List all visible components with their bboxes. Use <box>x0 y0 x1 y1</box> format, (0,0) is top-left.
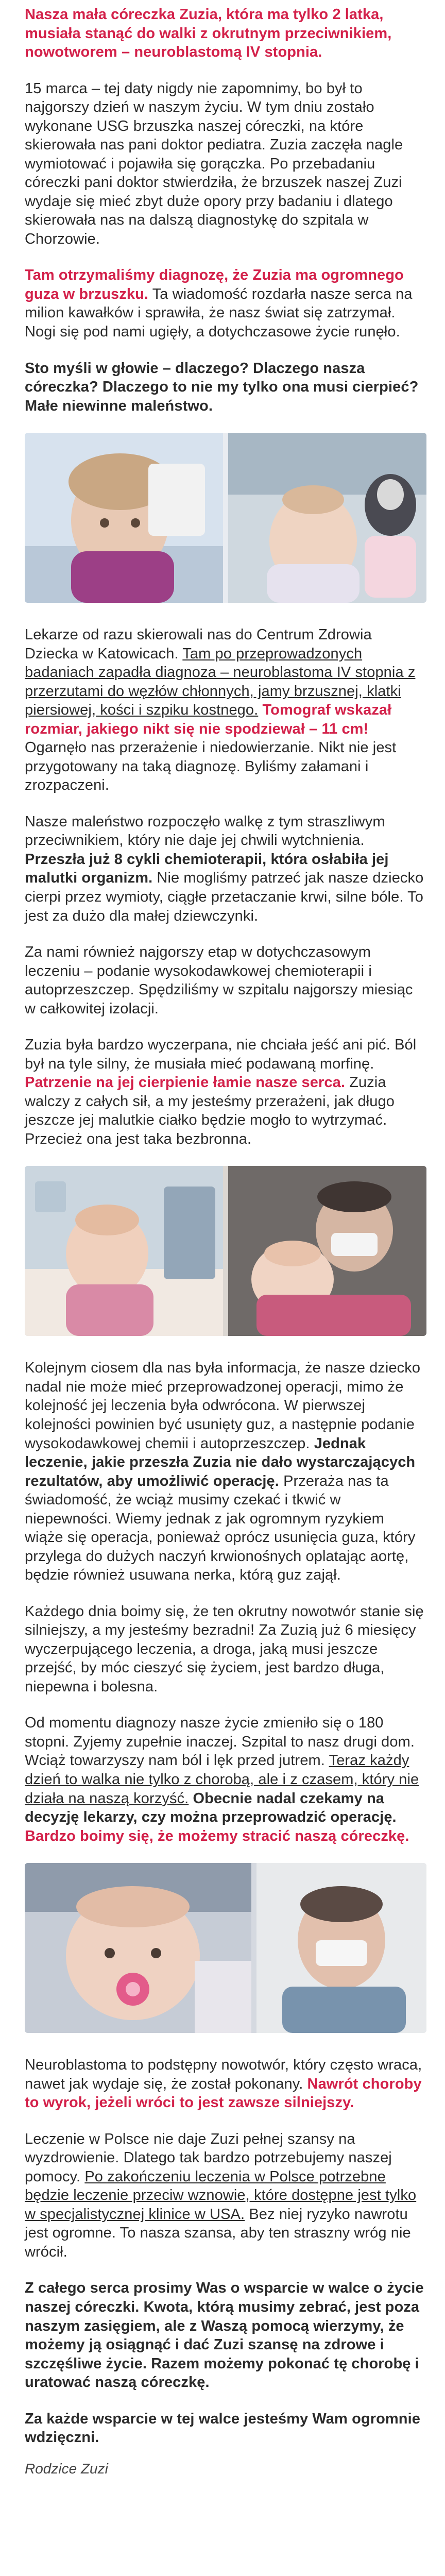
usa-text: Leczenie w Polsce nie daje Zuzi pełnej szansy na wyzdrowienie. Dlatego tak bardzo potrzebujemy naszej pomocy. <box>25 2130 392 2185</box>
operation-highlight: Jednak leczenie, jakie przeszła Zuzia nie dało wystarczających rezultatów, aby umożliwić operację. <box>25 1435 416 1489</box>
usa-text-end: Bez niej ryzyko nawrotu jest ogromne. To nasza szansa, aby ten straszny wróg nie wrócił. <box>25 2206 411 2260</box>
fundraiser-story-page <box>0 5 445 2498</box>
paragraph-diagnosis-day: 15 marca – tej daty nigdy nie zapomnimy, bo był to najgorszy dzień w naszym życiu. W tym dniu zostało wykonane USG brzuszka naszej córeczki, na które skierowała nas pani doktor pediatra. Zuzia zaczęła nagle wymiotować i pojawiła się gorączka. Po przebadaniu córeczki pani doktor stwierdziła, że brzuszek naszej Zuzi wydaje się mieć zbyt duże opory przy badaniu i dlatego skierowała nas na dalszą diagnostykę do szpitala w Chorzowie. <box>25 80 403 247</box>
questions-text: Sto myśli w głowie – dlaczego? Dlaczego nasza córeczka? Dlaczego to nie my tylko ona musi cierpieć? Małe niewinne maleństwo. <box>25 360 419 414</box>
paragraph-pain <box>25 1036 426 1148</box>
paragraph-life-changed <box>25 1714 426 1845</box>
photo-zuzia-hospital-2 <box>25 1166 426 1336</box>
neuroblastoma-text: Neuroblastoma to podstępny nowotwór, który często wraca, nawet jak wydaje się, że został pokonany. <box>25 2057 422 2092</box>
pain-text-end: Zuzia walczy z całych sił, a my jesteśmy przerażeni, jak długo jeszcze jej malutkie ciałko będzie mogło to wytrzymać. Przecież ona jest taka bezbronna. <box>25 1074 395 1147</box>
paragraph-chemo <box>25 812 426 925</box>
chemo-text-end: Nie mogliśmy patrzeć jak nasze dziecko cierpi przez wymioty, ciągłe przetaczanie krwi, silne bóle. To jest za dużo dla małej dziewczynki. <box>25 870 424 924</box>
photo-zuzia-hospital-1 <box>25 433 426 603</box>
operation-text-end: Przeraża nas ta świadomość, że wciąż musimy czekać i tkwić w niepewności. Wiemy jednak z jak ogromnym ryzykiem wiąże się operacja, ponieważ oprócz usunięcia guza, który przylega do dużych naczyń krwionośnych oplatając aortę, będzie również usuwana nerka, którą guz zajął. <box>25 1472 416 1584</box>
tumor-text: Ta wiadomość rozdarła nasze serca na milion kawałków i sprawiła, że nasz świat się zatrzymał. Nogi się pod nami ugięły, a dotychczasowe życie runęło. <box>25 285 413 340</box>
photo-collage-3 <box>25 1863 426 2033</box>
intro-highlight: Nasza mała córeczka Zuzia, która ma tylko 2 latka, musiała stanąć do walki z okrutnym przeciwnikiem, nowotworem – neuroblastomą IV stopnia. <box>25 6 392 61</box>
intro-paragraph <box>25 5 426 62</box>
operation-text: Kolejnym ciosem dla nas była informacja, że nasze dziecko nadal nie może mieć przeprowadzonej operacji, mimo że kolejność jej leczenia była odwrócona. W pierwszej kolejności powinien być usunięty guz, a następnie podanie wysokodawkowej chemii i autoprzeszczep. <box>25 1360 421 1452</box>
paragraph-neuroblastoma <box>25 2056 426 2112</box>
life-underlined: Teraz każdy dzień to walka nie tylko z chorobą, ale i z czasem, który nie działa na naszą korzyść. <box>25 1752 419 1807</box>
paragraph-katowice <box>25 625 426 795</box>
paragraph-treatment-usa <box>25 2130 426 2262</box>
photo-collage-2 <box>25 1166 426 1336</box>
photo-zuzia-hospital-3 <box>25 1863 426 2033</box>
tumor-highlight: Tam otrzymaliśmy diagnozę, że Zuzia ma ogromnego guza w brzuszku. <box>25 267 404 302</box>
chemo-highlight: Przeszła już 8 cykli chemioterapii, która osłabiła jej malutki organizm. <box>25 851 389 887</box>
katowice-tomograph: Tomograf wskazał rozmiar, jakiego nikt się nie spodziewał – 11 cm! <box>25 702 392 737</box>
pain-text: Zuzia była bardzo wyczerpana, nie chciała jeść ani pić. Ból był na tyle silny, że musiała mieć podawaną morfinę. <box>25 1037 417 1072</box>
paragraph-fear: Każdego dnia boimy się, że ten okrutny nowotwór stanie się silniejszy, a my jesteśmy bezradni! Za Zuzią już 6 miesięcy wyczerpującego leczenia, a droga, jaką musi jeszcze przejść, by móc cieszyć się życiem, jest bardzo długa, niepewna i bolesna. <box>25 1603 424 1695</box>
photo-collage-1 <box>25 433 426 603</box>
paragraph-thanks <box>25 2410 426 2447</box>
paragraph-appeal <box>25 2279 426 2392</box>
scrollbar-track[interactable] <box>438 5 443 2576</box>
signature: Rodzice Zuzi <box>25 2460 108 2477</box>
life-text: Od momentu diagnozy nasze życie zmieniło się o 180 stopni. Zyjemy zupełnie inaczej. Szpital to nasz drugi dom. Wciąż towarzyszy nam ból i lęk przed jutrem. <box>25 1715 415 1769</box>
story-content <box>25 5 426 2477</box>
katowice-text: Lekarze od razu skierowali nas do Centrum Zdrowia Dziecka w Katowicach. <box>25 626 372 662</box>
appeal-text: Z całego serca prosimy Was o wsparcie w walce o życie naszej córeczki. Kwota, którą musimy zebrać, jest poza naszym zasięgiem, ale z Waszą pomocą wierzymy, że możemy ją osiągnąć i dać Zuzi szansę na zdrowe i szczęśliwe życie. Razem możemy pokonać tę chorobę i uratować naszą córeczkę. <box>25 2280 424 2391</box>
pain-highlight: Patrzenie na jej cierpienie łamie nasze serca. <box>25 1074 345 1091</box>
paragraph-tumor <box>25 266 426 341</box>
usa-underlined: Po zakończeniu leczenia w Polsce potrzebne będzie leczenie przeciw wznowie, które dostępne jest tylko w specjalistycznej klinice w USA. <box>25 2168 417 2223</box>
life-bold: Obecnie nadal czekamy na decyzję lekarzy, czy można przeprowadzić operację. <box>25 1790 397 1826</box>
katowice-diagnosis: Tam po przeprowadzonych badaniach zapadła diagnoza – neuroblastoma IV stopnia z przerzutami do węzłów chłonnych, jamy brzusznej, klatki piersiowej, kości i szpiku kostnego. <box>25 645 416 719</box>
neuroblastoma-highlight: Nawrót choroby to wyrok, jeżeli wróci to jest zawsze silniejszy. <box>25 2075 422 2111</box>
paragraph-operation <box>25 1359 426 1584</box>
thanks-text: Za każde wsparcie w tej walce jesteśmy Wam ogromnie wdzięczni. <box>25 2410 420 2446</box>
paragraph-transplant: Za nami również najgorszy etap w dotychczasowym leczeniu – podanie wysokodawkowej chemioterapii i autoprzeszczep. Spędziliśmy w szpitalu najgorszy miesiąc w całkowitej izolacji. <box>25 944 413 1017</box>
chemo-text: Nasze maleństwo rozpoczęło walkę z tym straszliwym przeciwnikiem, który nie daje jej chwili wytchnienia. <box>25 813 385 849</box>
life-highlight: Bardzo boimy się, że możemy stracić naszą córeczkę. <box>25 1827 409 1844</box>
paragraph-questions <box>25 359 426 416</box>
katowice-text-end: Ogarnęło nas przerażenie i niedowierzanie. Nikt nie jest przygotowany na taką diagnozę. Byliśmy załamani i zrozpaczeni. <box>25 739 397 794</box>
